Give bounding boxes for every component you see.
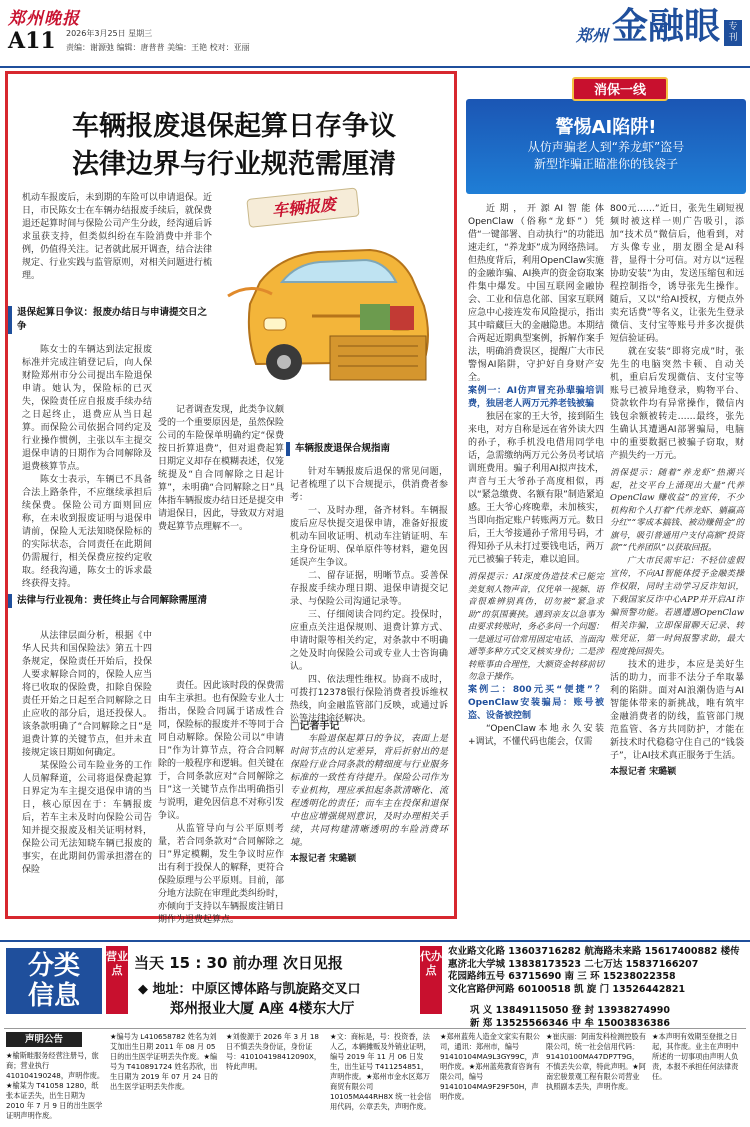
notice-item: ★文：商标是，号：投资香，法人乙，本辆摊贩及外销业证明，编号 2019 年 11 月 06 日发生，出生证号 T411254851，声明作废。★郑州市金水区郑万商贸有限公司 10105MA44RH8X 统一社会信用代码，公章丢失，声明作废。 — [330, 1032, 432, 1111]
notice-heading: 声明公告 — [6, 1032, 82, 1047]
left-article — [5, 71, 457, 925]
phone-row: 新 郑 13525566346 中 牟 15003836386 — [470, 1018, 670, 1029]
staff-line: 责编：谢源弛 编辑：唐普普 美编：王艳 校对：亚丽 — [66, 43, 250, 52]
section-prefix: 郑州 — [575, 26, 608, 45]
right-column-1: 近期，开源AI智能体OpenClaw（俗称“龙虾”）凭借“一键部署、自动执行”的功能迅速走红，“养龙虾”成为网络热词。但热度背后，利用OpenClaw实施的金融诈骗、AI换声的资金窃取案件集中爆发。中国互联网金融协会、工业和信息化部、国家互联网应急中心接连发布风险提示，指出其中暗藏巨大的金融隐患。本期结合两起近期典型案例，拆解作案手法，明确消费误区，提醒广大市民警惕AI陷阱，守护好自身财产安全。 案例一：AI仿声冒充孙辈骗培训费，独居老人两万元养老钱被骗 独居在家的王大爷，接到陌生来电，对方自称是远在省外读大四的孙子，称手机没电借用同学电话，急需缴纳两万元公务员考试培训班费用。骗子利用AI拟声技术，声音与王大爷孙子高度相似，再以“紧急缴费、名额有限”制造紧迫感。王大爷心疼晚辈，未加核实，当即向指定账户转账两万元。数日后，王大爷接通孙子常用号码，才得知孙子从未打过要钱电话，两万元已被骗子转走，难以追回。 消保提示：AI深度伪造技术已能完美复刻人物声音，仅凭单一视频、语音很难辨别真伪，切勿被“紧急求助”的氛围裹挟。遇到亲友以急事为由要求转账时，务必多问一个问题：一是通过可信常用固定电话、当面沟通等多种方式交叉核实身份；二是涉转账事由合理性，大额资金转移前切勿急于操作。 案例二：800元买“便捷”？OpenClaw安装骗局：账号被盗、设备被控制 “OpenClaw本地永久安装+调试，不懂代码也能会，仅需 — [468, 204, 605, 747]
phone-row: 巩 义 13849115050 登 封 13938274990 — [470, 1005, 670, 1016]
tip-2: 消保提示：随着“养龙虾”热潮兴起，社交平台上涌现出大量“代养OpenClaw 赚收益”的宣传，不少机构和个人打着“代养龙虾、躺赢高分红”“零成本搞钱、被动赚佣金”的旗号，吸引普通用户支付高额“投资款”“代养团队”以获取回报。 — [610, 468, 744, 553]
case-1-heading: 案例一：AI仿声冒充孙辈骗培训费，独居老人两万元养老钱被骗 — [468, 386, 604, 409]
case-2-heading: 案例二：800元买“便捷”？OpenClaw安装骗局：账号被盗、设备被控制 — [468, 684, 604, 721]
notice-item: ★本声明有效期至登报之日起，其作废。业主在声明中所述的一切事项由声明人负责，本报不承担任何法律责任。 — [652, 1032, 739, 1081]
right-article — [466, 71, 746, 919]
agent-row: 花园路纬五号 63715690 南 三 环 15238022358 — [448, 971, 676, 982]
section-brand — [576, 6, 742, 46]
paper-logo: 郑州晚报 — [8, 9, 80, 29]
reporter-note-title: □记者手记 — [290, 721, 340, 732]
column-3-top: 针对车辆报废后退保的常见问题，记者梳理了以下合规提示，供消费者参考： 一、及时办理，备齐材料。车辆报废后应尽快提交退保申请，准备好报废机动车回收证明、机动车注销证明、车主身份证明、保单原件等材料，避免因延误产生争议。 二、留存证据，明晰节点。妥善保存报废手续办理日期、退保申请提交记录、与保险公司沟通记录等。 三、仔细阅读合同约定。投保时，应重点关注退保规则、退费计算方式、申请时限等相关约定，对条款中不明确之处及时向保险公司或专业人士咨询确认。 四、依法理性维权。协商不成时，可拨打12378银行保险消费者投诉维权热线，向金融监管部门反映，或通过诉讼等法律途径解决。 — [290, 467, 448, 724]
notice-area — [4, 1028, 746, 1126]
ad-headline: 当天 15 : 30 前办理 次日见报 — [134, 954, 343, 972]
agent-row: 农业路文化路 13603716282 航海路未来路 15617400882 楼传 — [448, 946, 740, 957]
column-2-bottom: 责任。因此该时段的保费需由车主承担。也有保险专业人士指出，保险合同属于诺成性合同，保险标的报废并不等同于合同自动解除。保险公司以“申请日”作为计算节点，符合合同解除的一般程序和逻辑。但关键在于，合同条款应对“合同解除之日”这一关键节点作出明确指引与说明，避免因信息不对称引发争议。 从监管导向与公平原则考量，若合同条款对“合同解除之日”界定模糊，发生争议时应作出有利于投保人的解释，更符合保险原理与公平原则。目前，部分地方法院在审理此类纠纷时，亦倾向于支持以车辆报废注销日期作为退费起算点。 — [158, 681, 285, 925]
subhead-1: 退保起算日争议：报废办结日与申请提交日之争 — [8, 306, 208, 334]
column-2-top: 记者调查发现，此类争议颇受的一个重要原因是，虽然保险公司的车险保单明确约定“保费按日折算退费”，但对退费起算日期定义却存在模糊表述，仅笼统提及“自合同解除之日起计算”，未明确“合同解除之日”具体指车辆报废办结日还是提交申请退保日，因此，导致双方对退费起算节点理解不一。 — [158, 405, 285, 532]
article-lede: 机动车报废后，未到期的车险可以申请退保。近日，市民陈女士在车辆办结报废手续后，就保费退还起算时间与保险公司产生分歧，经沟通后诉求虽获支持，但类似纠纷在车险消费中并非个例，仍值得关注。记者就此展开调查，结合法律规定、行业实践与监管原则，对相关问题进行梳理。 — [22, 193, 212, 281]
agency-label: 代办点 — [420, 946, 442, 1014]
ad-building: 郑州报业大厦 A座 4楼东大厅 — [170, 1001, 355, 1017]
agent-row: 惠济北大学城 13838173523 二七万达 15837166207 — [448, 958, 699, 970]
column-tag: 消保一线 — [572, 77, 668, 101]
notice-item: ★编号为 L410658782 姓名为刘艾加出生日期 2011 年 08 月 05 日的出生医学证明丢失作废。★编号为 T410891724 姓名苏欣，出生日期为 2019 年 07 月 24 日的出生医学证明丢失作废。 — [110, 1032, 218, 1091]
column-1-bottom: 从法律层面分析，根据《中华人民共和国保险法》第五十四条规定，保险责任开始后，投保人要求解除合同的，保险人应当将已收取的保险费，扣除自保险责任开始之日起至合同解除之日止应收的部分后，退还投保人。该条款明确了“合同解除之日”是退费计算的关键节点，但并未直接规定该日期如何确定。 某保险公司车险业务的工作人员解释道，公司将退保费起算日界定为车主提交退保申请的当日，核心原因在于：车辆报废后，若车主未及时向保险公司告知并提交报废及相关证明材料，保险公司无法知晓车辆已报废的事实，在此期间仍需承担潜在的保险 — [22, 631, 152, 875]
section-tag: 专刊 — [724, 20, 742, 46]
classified-label: 分类 信息 — [6, 948, 102, 1014]
article-title: 车辆报废退保起算日存争议 法律边界与行业规范需厘清 — [72, 111, 396, 180]
right-byline: 本报记者 宋璐颖 — [610, 766, 677, 777]
notice-item: ★刘俊源于 2026 年 3 月 18 日不慎丢失身份证，身份证号：410104198412090X，特此声明。 — [226, 1032, 322, 1071]
subhead-3: 法律与行业视角：责任终止与合同解除需厘清 — [8, 594, 208, 608]
page-number: A11 — [8, 28, 56, 54]
ad-address: ◆ 地址：中原区博体路与凯旋路交叉口 — [138, 982, 361, 997]
illustration-label: 车辆报废 — [271, 194, 337, 221]
page-header — [0, 0, 750, 68]
section-name: 金融眼 — [611, 5, 720, 47]
business-label: 营业点 — [106, 946, 128, 1014]
agent-list — [448, 946, 744, 996]
notice-item: ★郑州蓝苑人造金文家实有限公司，通讯：郑州市，编号 91410104MA9L3GY99C，声明作废。★郑州蓝苑教育咨询有限公司，编号 91410104MA9F29F50H，声明作废。 — [440, 1032, 540, 1101]
date-line: 2026年3月25日 星期三 — [66, 29, 153, 38]
right-column-2: 800元……”近日，张先生刷短视频时被这样一则广告吸引，添加“技术员”微信后，他看到，对方头像专业，朋友圈全是AI科普，显得十分可信。对方以“远程协助安装”为由，发送压缩包和远程控制指令，诱导张先生操作。随后，又以“给AI授权，方便点外卖充话费”等名义，让张先生登录微信、支付宝等账号并多次提供短信验证码。 就在安装“即将完成”时，张先生的电脑突然卡顿、自动关机，重启后发现微信、支付宝等账号已被异地登录，购物平台、贷款软件均有异常操作，微信内钱包余额被转走……最终，张先生确认其遭遇AI部署骗局，电脑中的重要数据已被骗子窃取，财产损失约一万元。 消保提示：随着“养龙虾”热潮兴起，社交平台上涌现出大量“代养OpenClaw 赚收益”的宣传，不少机构和个人打着“代养龙虾、躺赢高分红”“零成本搞钱、被动赚佣金”的旗号，吸引普通用户支付高额“投资款”“代养团队”以获取回报。 广大市民需牢记：不轻信虚假宣传，不向AI智能体授予金融类操作权限，同时主动学习反诈知识，下载国家反诈中心APP并开启AI诈骗预警功能。若遇遭遇OpenClaw相关诈骗，立即保留聊天记录、转账凭证，第一时间报警求助，最大程度挽回损失。 技术的进步，本应是美好生活的助力，而非不法分子牟取暴利的陷阱。面对AI浪潮伪造与AI智能体带来的新挑战，唯有筑牢金融消费者的防线，监管部门规范监管、各方共同防护，才能在新技术时代稳稳守住自己的“钱袋子”，让AI技术真正服务于生活。 本报记者 宋璐颖 — [610, 204, 744, 777]
subhead-2: 车辆报废退保合规指南 — [286, 442, 446, 456]
classified-ads — [0, 940, 750, 1127]
agent-row: 文化宫路伊河路 60100518 凯 旋 门 13526442821 — [448, 983, 686, 995]
tip-1: 消保提示：AI深度伪造技术已能完美复刻人物声音，仅凭单一视频、语音很难辨别真伪，切勿被“紧急求助”的氛围裹挟。遇到亲友以急事为由要求转账时，务必多问一个问题：一是通过可信常用固定电话、当面沟通等多种方式交叉核实身份；二是涉转账事由合理性，大额资金转移前切勿急于操作。 — [468, 572, 605, 682]
notice-item: ★榆斯畦服务经营注册号，旅商；营业执行 410104190248，声明作废。★榆某为 T41058 1280，纸张本证丢失，出生日期为 2010 年 7 月 9 日的出生医学证明声明作废。 — [6, 1051, 105, 1120]
reporter-note: □记者手记 车险退保起算日的争议，表面上是时间节点的认定差异，背后折射出的是保险行业合同条款的精细度与行业服务标准的一致性有待提升。保险公司作为专业机构，理应承担起条款清晰化、流程透明化的责任；而车主在投保和退保中也应增强规则意识，及时办理相关手续，共同构建清晰透明的车险消费环境。 本报记者 宋璐颖 — [290, 721, 448, 864]
phone-list — [470, 1004, 740, 1030]
right-article-title: 警惕AI陷阱! 从仿声骗老人到“养龙虾”盗号 新型诈骗正瞄准你的钱袋子 — [466, 99, 746, 194]
column-1-top: 陈女士的车辆达到法定报废标准并完成注销登记后，向人保财险郑州市分公司提出车险退保申请。她认为，保险标的已灭失，保险责任应自报废手续办结之日起终止，退费应从当日起算。而保险公司依据合同约定及行业操作惯例，主张以车主提交退保申请的日期作为合同解除及退费核算节点。 陈女士表示，车辆已不具备合法上路条件，不应继续承担后续保费。保险公司方面则回应称，在未收到报废证明与退保申请前，保险人无法知晓保险标的的实际状态，合同责任在此期间仍需履行，相关保费应按约定收取。经我沟通，陈女士的诉求最终获得支持。 — [22, 345, 152, 589]
left-byline: 本报记者 宋璐颖 — [290, 854, 357, 864]
scrapped-car-illustration — [220, 186, 452, 398]
notice-item: ★崔庆丽：阿南发科检测控股有限公司，统一社会信用代码：91410100MA47DP7T9G，不慎丢失公章，特此声明。★阿南宏骏景观工程有限公司营业执照副本丢失，声明作废。 — [546, 1032, 646, 1091]
